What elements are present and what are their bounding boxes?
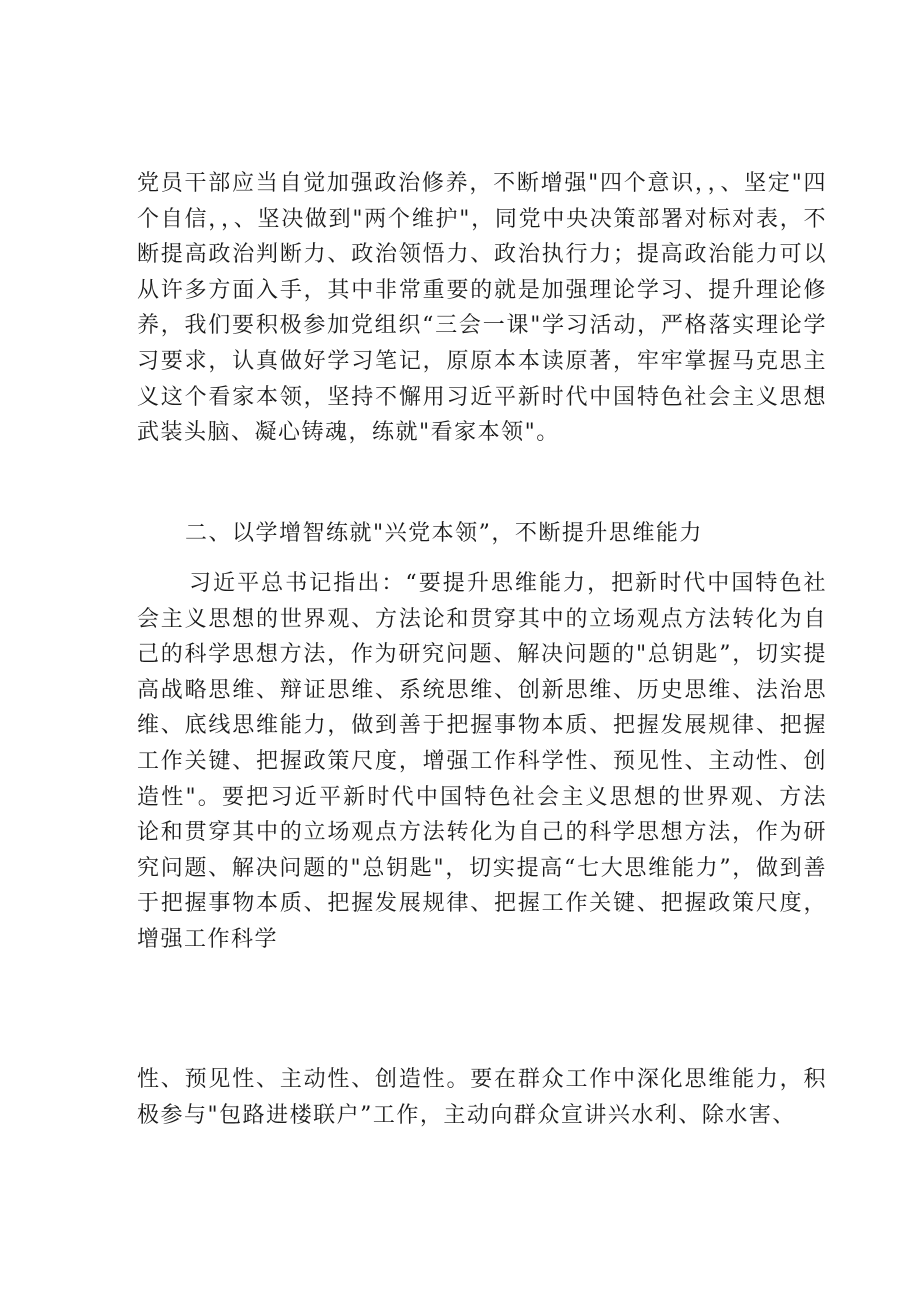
section-heading-2: 二、以学增智练就"兴党本领”，不断提升思维能力: [185, 521, 703, 546]
body-paragraph-2: 习近平总书记指出：“要提升思维能力，把新时代中国特色社会主义思想的世界观、方法论和贯穿其中的立场观点方法转化为自己的科学思想方法，作为研究问题、解决问题的"总钥匙”，切实提高战略思维、辩证思维、系统思维、创新思维、历史思维、法治思维、底线思维能力，做到善于把握事物本质、把握发展规律、把握工作关键、把握政策尺度，增强工作科学性、预见性、主动性、创造性"。要把习近平新时代中国特色社会主义思想的世界观、方法论和贯穿其中的立场观点方法转化为自己的科学思想方法，作为研究问题、解决问题的"总钥匙"，切实提高“七大思维能力”，做到善于把握事物本质、把握发展规律、把握工作关键、把握政策尺度，增强工作科学: [137, 571, 827, 952]
body-paragraph-3: 性、预见性、主动性、创造性。要在群众工作中深化思维能力，积极参与"包路进楼联户”工作，主动向群众宣讲兴水利、除水害、: [137, 1067, 827, 1128]
body-paragraph-1: 党员干部应当自觉加强政治修养，不断增强"四个意识，，、坚定"四个自信，，、坚决做到"两个维护"，同党中央决策部署对标对表，不断提高政治判断力、政治领悟力、政治执行力；提高政治能力可以从许多方面入手，其中非常重要的就是加强理论学习、提升理论修养，我们要积极参加党组织“三会一课"学习活动，严格落实理论学习要求，认真做好学习笔记，原原本本读原著，牢牢掌握马克思主义这个看家本领，坚持不懈用习近平新时代中国特色社会主义思想武装头脑、凝心铸魂，练就"看家本领"。: [137, 171, 827, 446]
